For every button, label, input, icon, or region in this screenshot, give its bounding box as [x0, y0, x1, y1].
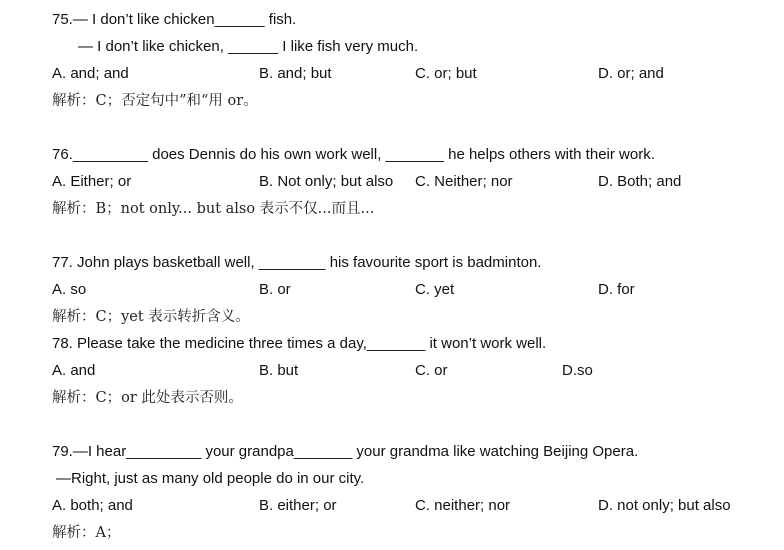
option-a: A. and	[52, 362, 96, 379]
option-b: B. or	[259, 281, 291, 298]
question-77-stem: 77. John plays basketball well, ________ his favourite sport is badminton.	[52, 254, 542, 271]
option-b: B. Not only; but also	[259, 173, 394, 190]
option-c: C. or	[415, 362, 448, 379]
option-d: D. for	[598, 281, 635, 298]
option-b: B. and; but	[259, 65, 332, 82]
question-78-stem: 78. Please take the medicine three times a day,_______ it won’t work well.	[52, 335, 547, 352]
question-77-analysis: 解析：C；yet 表示转折含义。	[52, 309, 250, 325]
option-c: C. or; but	[415, 65, 477, 82]
option-c: C. yet	[415, 281, 455, 298]
option-b: B. but	[259, 362, 299, 379]
option-c: C. neither; nor	[415, 497, 511, 514]
option-d: D. not only; but also	[598, 497, 731, 514]
question-76-stem: 76._________ does Dennis do his own work well, _______ he helps others with their work.	[52, 146, 655, 163]
question-75-options	[0, 64, 784, 84]
question-79-stem: 79.—I hear_________ your grandpa_______ your grandma like watching Beijing Opera.	[52, 443, 639, 460]
question-76-options	[0, 172, 784, 192]
option-d: D. or; and	[598, 65, 664, 82]
question-77-options	[0, 280, 784, 300]
option-a: A. so	[52, 281, 87, 298]
question-79-options	[0, 496, 784, 516]
option-a: A. and; and	[52, 65, 129, 82]
option-c: C. Neither; nor	[415, 173, 513, 190]
question-76-analysis: 解析：B；not only... but also 表示不仅...而且...	[52, 201, 375, 217]
question-75-analysis: 解析：C；否定句中”和“用 or。	[52, 93, 258, 109]
question-75-reply: — I don’t like chicken, ______ I like fish very much.	[78, 38, 419, 55]
question-75-stem: 75.— I don’t like chicken______ fish.	[52, 11, 297, 28]
option-b: B. either; or	[259, 497, 337, 514]
question-78-analysis: 解析：C；or 此处表示否则。	[52, 390, 243, 406]
question-78-options	[0, 361, 784, 381]
option-a: A. both; and	[52, 497, 133, 514]
option-d: D.so	[562, 362, 593, 379]
option-d: D. Both; and	[598, 173, 682, 190]
question-79-analysis: 解析：A；	[52, 525, 121, 541]
option-a: A. Either; or	[52, 173, 132, 190]
question-79-reply: —Right, just as many old people do in our city.	[56, 470, 365, 487]
